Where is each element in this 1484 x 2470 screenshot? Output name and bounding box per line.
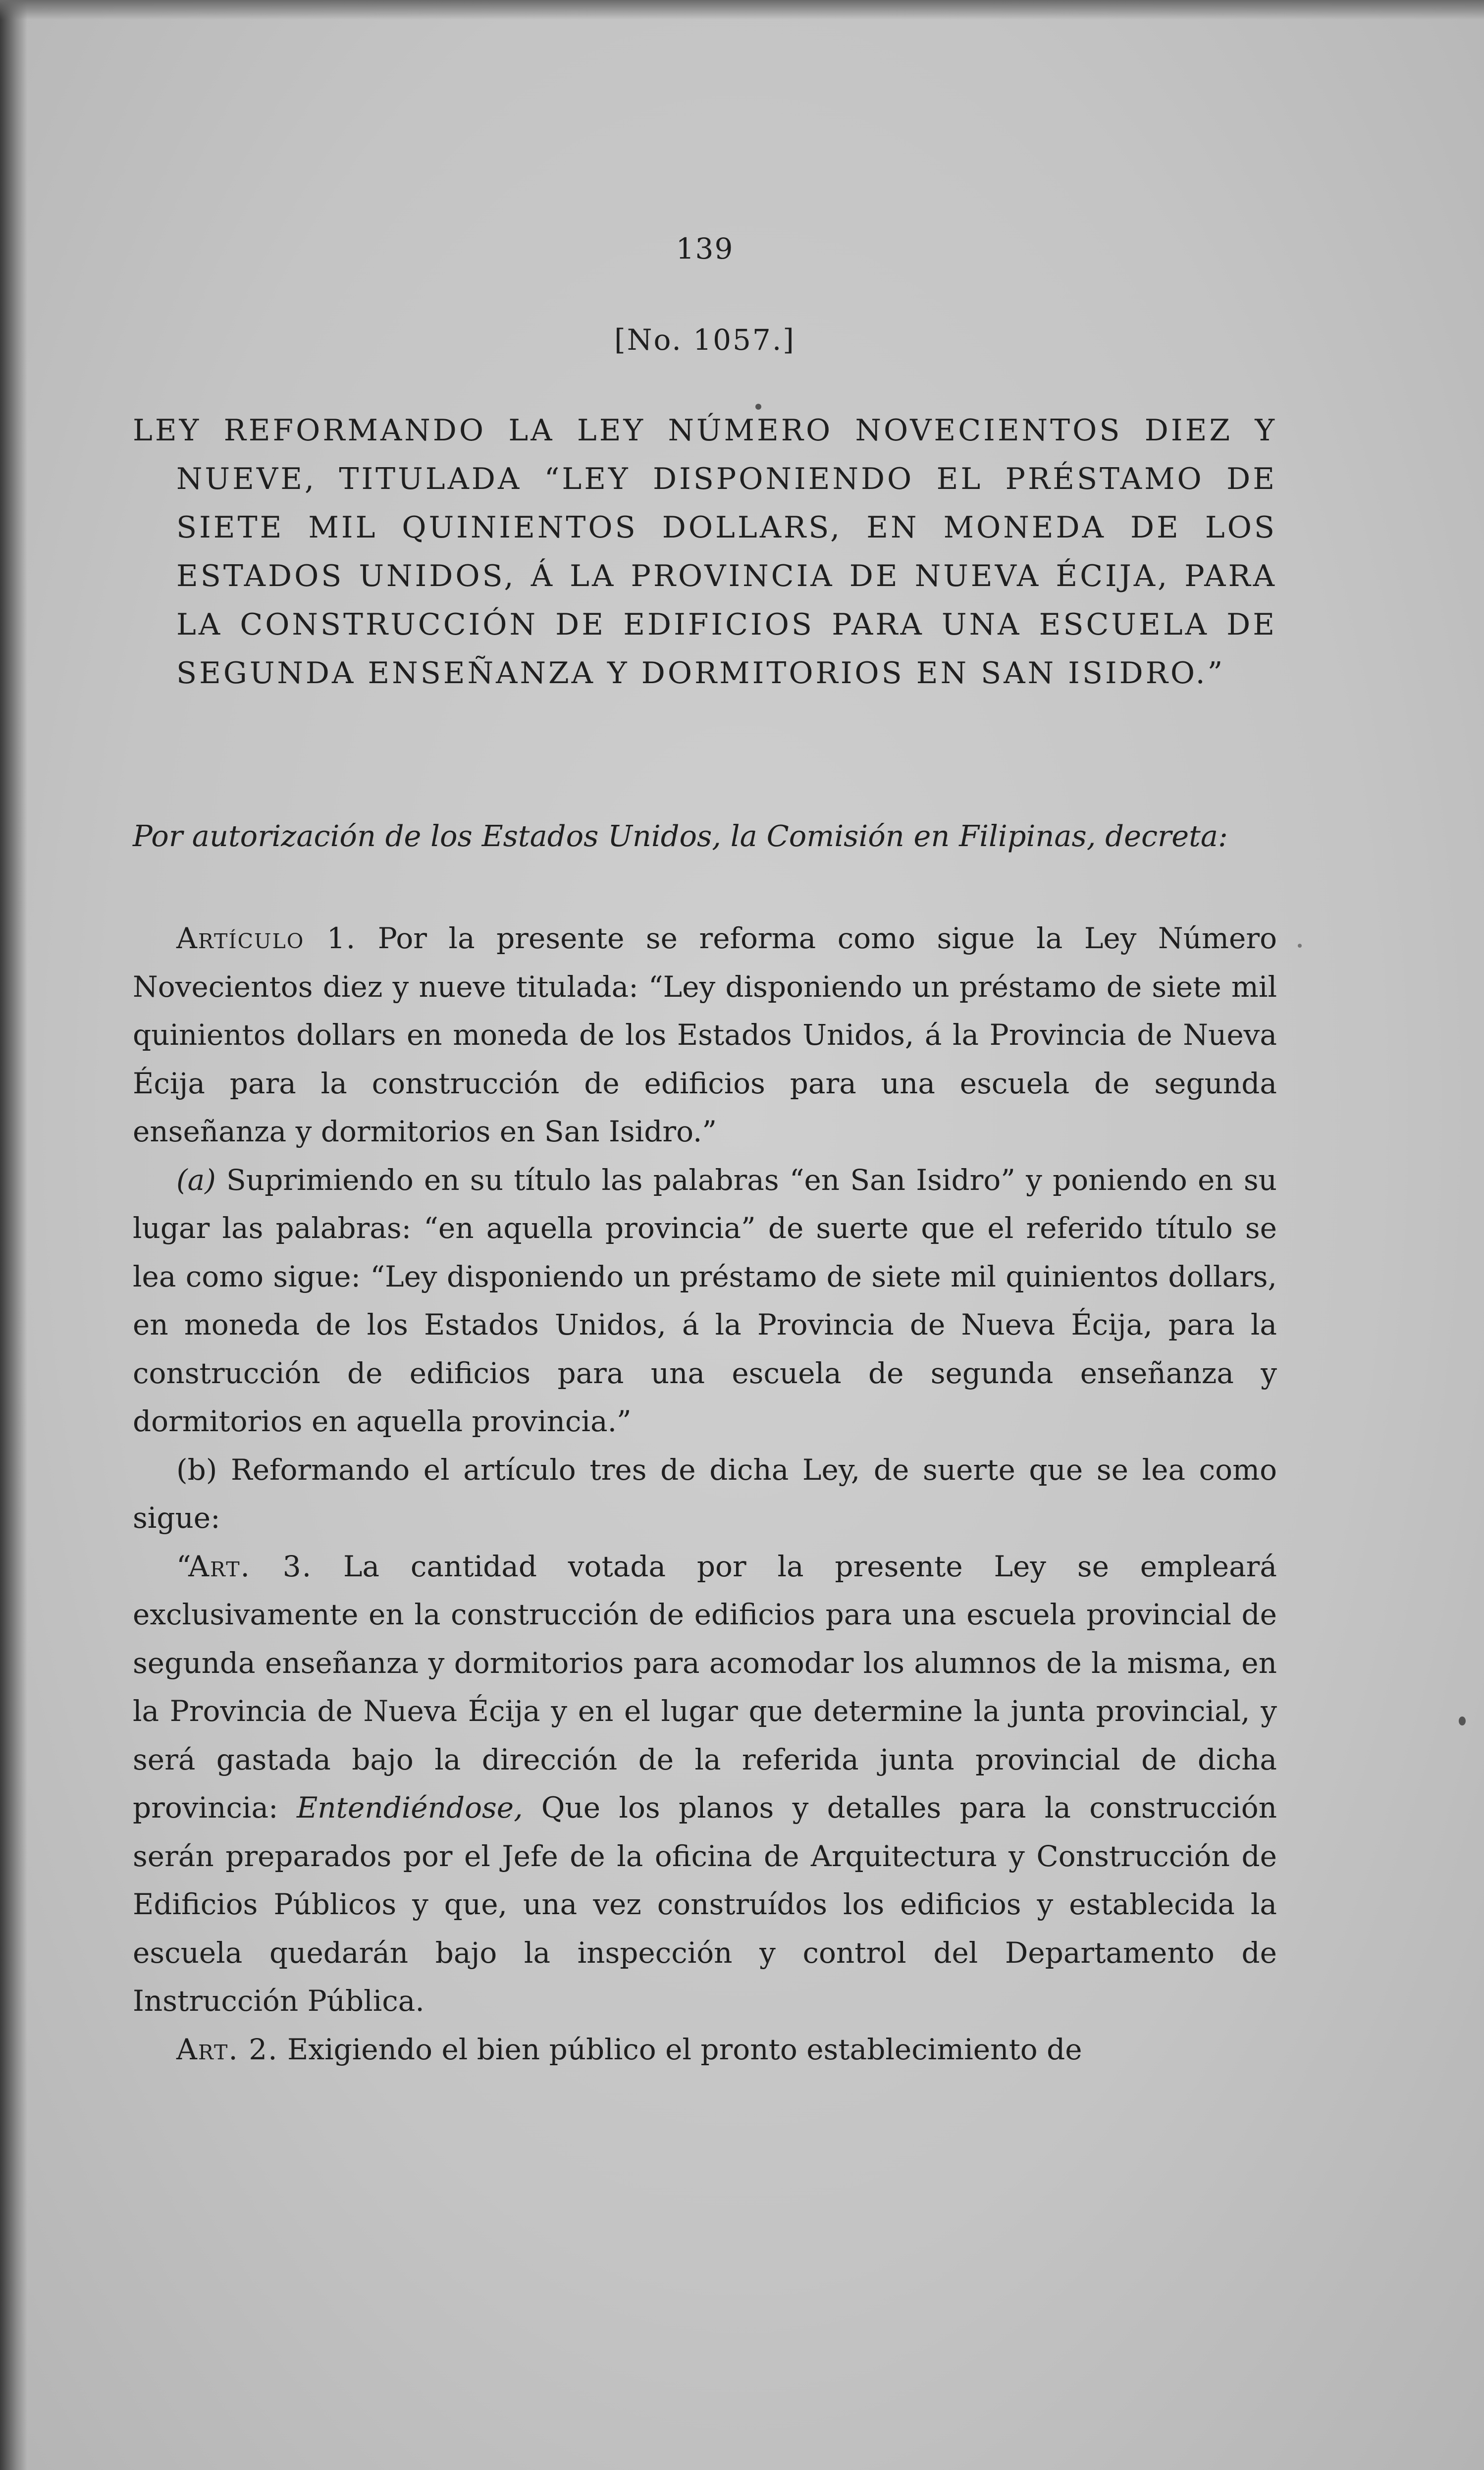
- paragraph-text: Exigiendo el bien público el pronto establecimiento de: [278, 2032, 1082, 2066]
- article-3-paragraph: [133, 1543, 1277, 2026]
- law-title: [133, 406, 1277, 698]
- clause-b-paragraph: [133, 1446, 1277, 1543]
- clause-label: (b): [176, 1452, 217, 1487]
- paragraph-text: Reformando el artículo tres de dicha Ley, de suerte que se lea como sigue:: [133, 1452, 1277, 1535]
- paragraph-text: Suprimiendo en su título las palabras “en San Isidro” y poniendo en su lugar las palabras: “en aquella provincia” de suerte que el referido título se lea como sigue: “Ley disponiendo un préstamo de siete mil quinientos dollars, en moneda de los Estados Unidos, á la Provincia de Nueva Écija, para la construcción de edificios para una escuela de segunda enseñanza y dormitorios en aquella provincia.”: [133, 1163, 1277, 1438]
- enacting-clause: Por autorización de los Estados Unidos, la Comisión en Filipinas, decreta:: [133, 819, 1228, 853]
- article-label: Artículo 1.: [176, 921, 357, 955]
- page-binding-shadow: [0, 0, 27, 2470]
- paragraph-text-continued: Que los planos y detalles para la construcción serán preparados por el Jefe de la oficina de Arquitectura y Construcción de Edificios Públicos y que, una vez construídos los edificios y establecida la escuela quedarán bajo la inspección y control del Departamento de Instrucción Pública.: [133, 1791, 1277, 2018]
- article-2-paragraph: [133, 2026, 1277, 2074]
- law-title-text: LEY REFORMANDO LA LEY NÚMERO NOVECIENTOS DIEZ Y NUEVE, TITULADA “LEY DISPONIENDO EL PRÉSTAMO DE SIETE MIL QUINIENTOS DOLLARS, EN MONEDA DE LOS ESTADOS UNIDOS, Á LA PROVINCIA DE NUEVA ÉCIJA, PARA LA CONSTRUCCIÓN DE EDIFICIOS PARA UNA ESCUELA DE SEGUNDA ENSEÑANZA Y DORMITORIOS EN SAN ISIDRO.”: [133, 413, 1277, 691]
- paragraph-text: La cantidad votada por la presente Ley se empleará exclusivamente en la construcción de edificios para una escuela provincial de segunda enseñanza y dormitorios para acomodar los alumnos de la misma, en la Provincia de Nueva Écija y en el lugar que determine la junta provincial, y será gastada bajo la dirección de la referida junta provincial de dicha provincia:: [133, 1549, 1277, 1825]
- clause-a-paragraph: [133, 1156, 1277, 1446]
- scan-speck: [1298, 944, 1302, 948]
- article-label: “Art. 3.: [176, 1549, 313, 1583]
- page-top-shadow: [0, 0, 1484, 20]
- page-number: 139: [676, 232, 734, 266]
- scan-speck: [1459, 1717, 1466, 1725]
- body-text: [133, 914, 1277, 2074]
- paragraph-text: Por la presente se reforma como sigue la Ley Número Novecientos diez y nueve titulada: “Ley disponiendo un préstamo de siete mil quinientos dollars en moneda de los Estados Unidos, á la Provincia de Nueva Écija para la construcción de edificios para una escuela de segunda enseñanza y dormitorios en San Isidro.”: [133, 921, 1277, 1148]
- law-number: [No. 1057.]: [614, 323, 795, 357]
- article-1-paragraph: [133, 914, 1277, 1156]
- proviso-italic: Entendiéndose,: [296, 1791, 523, 1825]
- clause-label: (a): [176, 1163, 216, 1197]
- article-label: Art. 2.: [176, 2032, 278, 2066]
